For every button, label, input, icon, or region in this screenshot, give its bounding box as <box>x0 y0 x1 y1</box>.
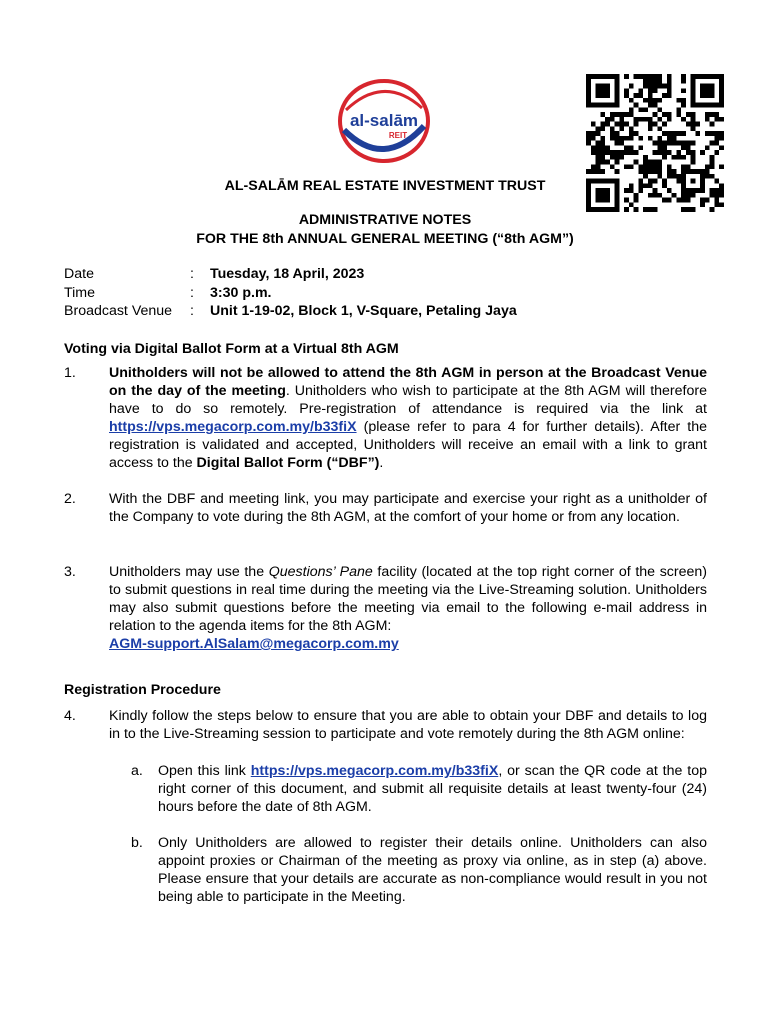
date-value: Tuesday, 18 April, 2023 <box>210 266 365 282</box>
paragraph-number: 2. <box>64 491 76 507</box>
section-heading-voting: Voting via Digital Ballot Form at a Virtual 8th AGM <box>64 341 399 357</box>
body-text: (please refer to para 4 for further details). After the registration is validated and accepted, Unitholders will receive an email with a link to grant access to the <box>109 419 707 471</box>
document-subtitle: ADMINISTRATIVE NOTES <box>298 212 472 228</box>
time-label: Time <box>64 284 96 301</box>
registration-link[interactable]: https://vps.megacorp.com.my/b33fiX <box>109 419 357 435</box>
support-email-link[interactable]: AGM-support.AlSalam@megacorp.com.my <box>109 636 399 652</box>
colon: : <box>190 284 194 301</box>
colon: : <box>190 303 194 319</box>
paragraph-3 <box>64 563 707 653</box>
company-logo <box>336 78 432 164</box>
body-text: Unitholders may use the <box>109 564 269 580</box>
paragraph-4 <box>64 707 707 743</box>
body-text: Open this link <box>158 763 251 779</box>
body-text: . Unitholders who wish to participate at the 8th AGM will therefore have to do so remotely. Pre-registration of attendance is required via the link at <box>109 383 707 417</box>
paragraph-number: 1. <box>64 365 76 381</box>
time-value: 3:30 p.m. <box>210 284 272 301</box>
step-letter: a. <box>131 763 143 779</box>
meeting-details <box>64 265 724 321</box>
date-row <box>64 265 724 284</box>
emphasis-text: Digital Ballot Form (“DBF”) <box>196 455 380 471</box>
step-b <box>131 834 707 906</box>
step-a <box>131 762 707 816</box>
paragraph-number: 4. <box>64 708 76 724</box>
logo-reit: REIT <box>388 131 408 140</box>
meeting-name: FOR THE 8th ANNUAL GENERAL MEETING (“8th AGM”) <box>196 231 574 247</box>
venue-row <box>64 302 724 321</box>
colon: : <box>190 266 194 282</box>
paragraph-1 <box>64 364 707 472</box>
venue-label: Broadcast Venue <box>64 303 173 319</box>
body-text: . <box>379 455 384 471</box>
time-row <box>64 284 724 303</box>
body-text: Kindly follow the steps below to ensure that you are able to obtain your DBF and details to log in to the Live-Streaming session to participate and vote remotely during the 8th AGM online: <box>109 708 707 742</box>
body-text: With the DBF and meeting link, you may participate and exercise your right as a unitholder of the Company to vote during the 8th AGM, at the comfort of your home or from any location. <box>109 491 707 525</box>
section-heading-registration: Registration Procedure <box>64 682 221 698</box>
paragraph-number: 3. <box>64 564 76 580</box>
body-text: , or scan the QR code at the top right corner of this document, and submit all requisite details at least twenty-four (24) hours before the date of 8th AGM. <box>158 763 707 815</box>
body-text: Only Unitholders are allowed to register their details online. Unitholders can also appoint proxies or Chairman of the meeting as proxy via online, as in step (a) above. Please ensure that your details are accurate as non-compliance would result in you not being able to participate in the Meeting. <box>158 835 707 905</box>
step-letter: b. <box>131 835 143 851</box>
emphasis-text: Unitholders will not be allowed to attend the 8th AGM in person at the Broadcast Venue on the day of the meeting <box>109 365 707 399</box>
venue-value: Unit 1-19-02, Block 1, V-Square, Petaling Jaya <box>210 303 517 319</box>
italic-text: Questions’ Pane <box>268 564 373 580</box>
registration-link[interactable]: https://vps.megacorp.com.my/b33fiX <box>250 763 499 779</box>
date-label: Date <box>64 266 94 282</box>
paragraph-2 <box>64 490 707 526</box>
body-text: facility (located at the top right corner of the screen) to submit questions in real time during the meeting via the Live-Streaming solution. Unitholders may also submit questions before the meeting via email to the following e-mail address in relation to the agenda items for the 8th AGM: <box>109 564 708 634</box>
logo-wordmark: al-salām <box>349 111 419 130</box>
document-title: AL-SALĀM REAL ESTATE INVESTMENT TRUST <box>224 178 546 194</box>
